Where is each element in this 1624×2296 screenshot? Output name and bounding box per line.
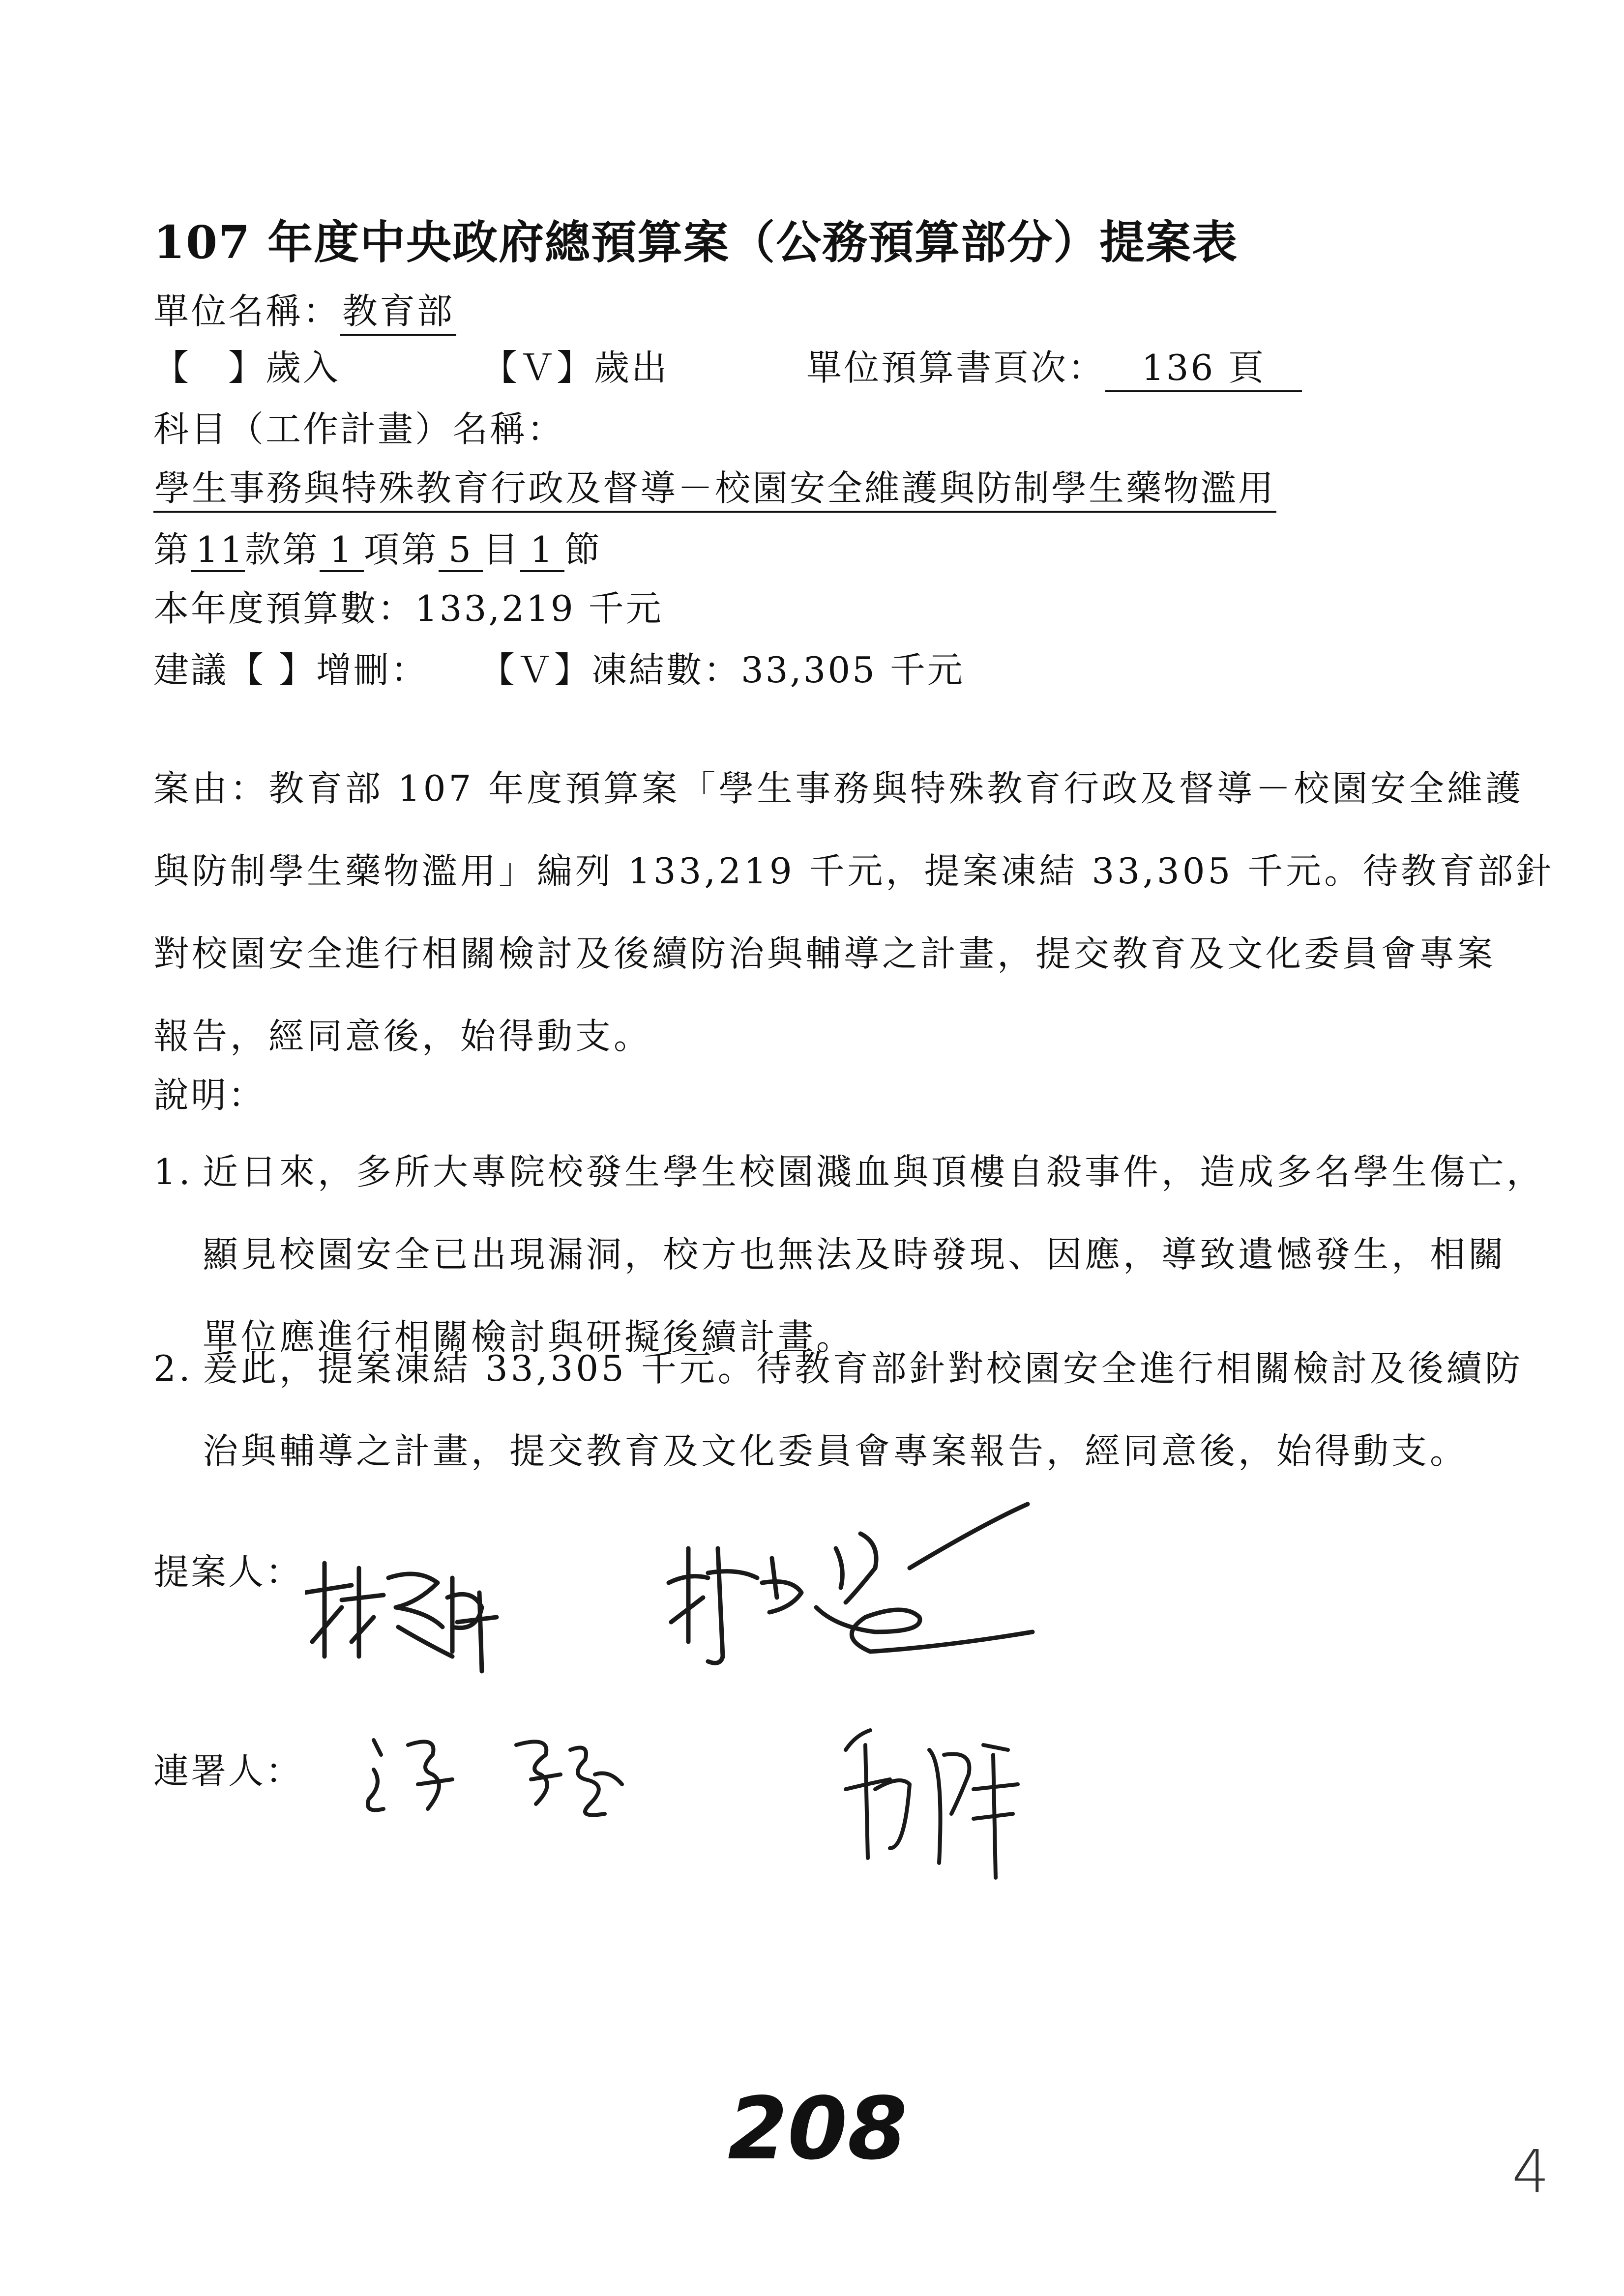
reason-line: 報告，經同意後，始得動支。 xyxy=(153,1016,652,1057)
unit-value: 教育部 xyxy=(340,283,456,336)
reason-block xyxy=(153,747,1554,1077)
subject-label: 科目（工作計畫）名稱： xyxy=(153,408,565,450)
handwritten-page-number: 208 xyxy=(728,2079,908,2179)
explanation-line: 近日來，多所大專院校發生學生校園濺血與頂樓自殺事件，造成多名學生傷亡， xyxy=(203,1151,1545,1192)
subject-value: 學生事務與特殊教育行政及督導－校園安全維護與防制學生藥物濫用 xyxy=(153,460,1276,513)
suggestion-freeze: 【Ｖ】凍結數：33,305 千元 xyxy=(479,649,965,691)
explanation-num: 2. xyxy=(153,1348,193,1389)
corner-page-number: 4 xyxy=(1512,2138,1550,2207)
section-jie: 1 xyxy=(520,529,564,572)
proposer-signatures xyxy=(305,1494,1042,1681)
section-row xyxy=(153,521,602,572)
section-text: 項第 xyxy=(364,529,439,570)
reason-line: 與防制學生藥物濫用」編列 133,219 千元，提案凍結 33,305 千元。待教育部針 xyxy=(153,850,1555,892)
budget-amount: 本年度預算數：133,219 千元 xyxy=(153,588,663,629)
section-text: 第 xyxy=(153,529,191,570)
section-text: 節 xyxy=(564,529,602,570)
unit-label: 單位名稱： xyxy=(153,291,341,332)
cosigner-label: 連署人： xyxy=(153,1750,303,1792)
budget-page-value: 136 頁 xyxy=(1105,339,1302,392)
explanation-line: 單位應進行相關檢討與研擬後續計畫。 xyxy=(203,1316,855,1358)
form-title: 107 年度中央政府總預算案（公務預算部分）提案表 xyxy=(153,216,1239,269)
section-text: 目 xyxy=(483,529,521,570)
reason-line: 案由：教育部 107 年度預算案「學生事務與特殊教育行政及督導－校園安全維護 xyxy=(153,768,1524,809)
explanation-heading: 說明： xyxy=(153,1075,266,1116)
explanation-line: 爰此，提案凍結 33,305 千元。待教育部針對校園安全進行相關檢討及後續防 xyxy=(203,1348,1523,1389)
proposer-label: 提案人： xyxy=(153,1551,303,1593)
cosigner-signatures xyxy=(354,1701,1141,1907)
budget-page-row xyxy=(806,339,1302,392)
explanation-line: 顯見校園安全已出現漏洞，校方也無法及時發現、因應，導致遺憾發生，相關 xyxy=(203,1234,1507,1275)
explanation-item-2 xyxy=(153,1327,1523,1492)
subject-value-row xyxy=(153,460,1276,513)
budget-page-label: 單位預算書頁次： xyxy=(806,347,1106,388)
suggestion-adjust: 建議【 】增刪： xyxy=(153,649,428,691)
explanation-num: 1. xyxy=(153,1151,193,1192)
explanation-line: 治與輔導之計畫，提交教育及文化委員會專案報告，經同意後，始得動支。 xyxy=(203,1430,1469,1472)
revenue-checkbox: 【 】歲入 xyxy=(153,347,341,388)
unit-row xyxy=(153,283,456,336)
reason-line: 對校園安全進行相關檢討及後續防治與輔導之計畫，提交教育及文化委員會專案 xyxy=(153,933,1496,974)
section-mu: 5 xyxy=(439,529,483,572)
section-text: 款第 xyxy=(245,529,320,570)
section-kuan: 11 xyxy=(191,529,245,572)
expense-checkbox: 【Ｖ】歲出 xyxy=(482,347,669,388)
section-xiang: 1 xyxy=(320,529,364,572)
